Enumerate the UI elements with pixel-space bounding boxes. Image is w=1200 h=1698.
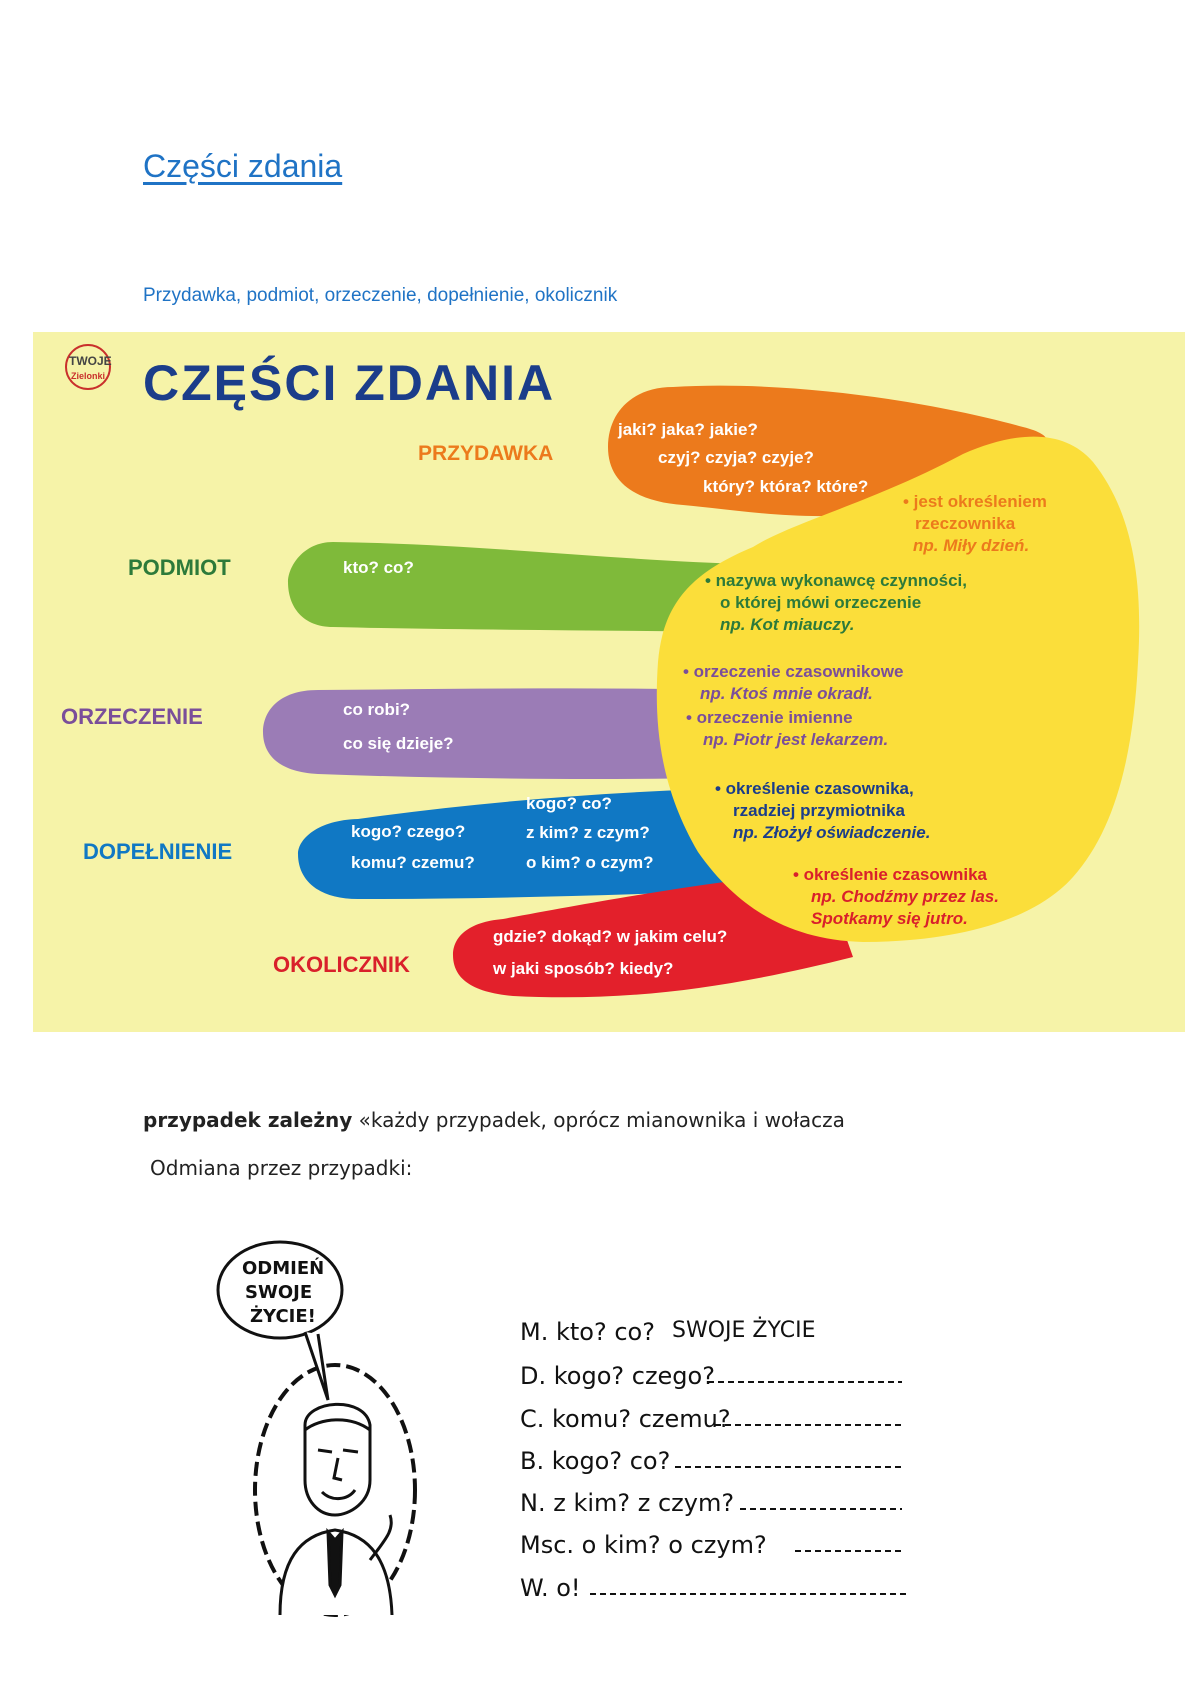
- okolicznik-example-1: np. Chodźmy przez las.: [811, 887, 999, 906]
- page-subtitle: Przydawka, podmiot, orzeczenie, dopełnienie, okolicznik: [143, 285, 618, 306]
- orzeczenie-question-1: co robi?: [343, 700, 411, 719]
- case-answer: SWOJE ŻYCIE: [672, 1318, 816, 1343]
- case-line: N. z kim? z czym?: [520, 1489, 735, 1517]
- dopelnienie-question-3: kogo? co?: [526, 794, 612, 813]
- dopelnienie-question-5: o kim? o czym?: [526, 853, 654, 872]
- okolicznik-example-2: Spotkamy się jutro.: [811, 909, 968, 928]
- logo-bottom-text: Zielonki: [71, 371, 106, 381]
- bubble-text-2: SWOJE: [245, 1282, 313, 1303]
- case-definition: [143, 1108, 845, 1132]
- podmiot-question-1: kto? co?: [343, 558, 414, 577]
- case-term: przypadek zależny: [143, 1108, 353, 1132]
- sentence-parts-poster: [33, 332, 1185, 1032]
- case-line: B. kogo? co?: [520, 1447, 671, 1475]
- case-line: C. komu? czemu?: [520, 1405, 731, 1433]
- przydawka-question-3: który? która? które?: [703, 477, 869, 496]
- case-line: Msc. o kim? o czym?: [520, 1531, 767, 1559]
- dopelnienie-question-1: kogo? czego?: [351, 822, 466, 841]
- przydawka-desc-2: rzeczownika: [915, 514, 1016, 533]
- podmiot-desc-1: • nazywa wykonawcę czynności,: [705, 571, 967, 590]
- okolicznik-question-1: gdzie? dokąd? w jakim celu?: [493, 927, 728, 946]
- logo-top-text: TWOJE: [69, 354, 112, 368]
- orzeczenie-desc-2: • orzeczenie imienne: [686, 708, 853, 727]
- case-row: [520, 1362, 902, 1390]
- podmiot-label: PODMIOT: [128, 555, 231, 580]
- declension-cartoon: [210, 1240, 930, 1620]
- bubble-text-1: ODMIEŃ: [242, 1258, 325, 1279]
- przydawka-label: PRZYDAWKA: [418, 442, 554, 465]
- podmiot-desc-2: o której mówi orzeczenie: [720, 593, 922, 612]
- case-row: [520, 1574, 910, 1602]
- declension-intro: Odmiana przez przypadki:: [150, 1156, 413, 1180]
- case-line: D. kogo? czego?: [520, 1362, 715, 1390]
- dopelnienie-question-4: z kim? z czym?: [526, 823, 650, 842]
- case-row: [520, 1531, 902, 1559]
- okolicznik-label: OKOLICZNIK: [273, 952, 410, 977]
- case-row: [520, 1317, 815, 1346]
- dopelnienie-example: np. Złożył oświadczenie.: [733, 823, 931, 842]
- orzeczenie-question-2: co się dzieje?: [343, 734, 454, 753]
- dopelnienie-desc-2: rzadziej przymiotnika: [733, 801, 905, 820]
- orzeczenie-label: ORZECZENIE: [61, 704, 203, 729]
- okolicznik-desc-1: • określenie czasownika: [793, 865, 987, 884]
- case-row: [520, 1405, 902, 1433]
- orzeczenie-desc-1: • orzeczenie czasownikowe: [683, 662, 904, 681]
- przydawka-question-2: czyj? czyja? czyje?: [658, 448, 814, 467]
- dopelnienie-desc-1: • określenie czasownika,: [715, 779, 914, 798]
- case-line: W. o!: [520, 1574, 581, 1602]
- poster-heading: CZĘŚCI ZDANIA: [143, 355, 556, 411]
- page-title: Części zdania: [143, 148, 343, 184]
- okolicznik-question-2: w jaki sposób? kiedy?: [493, 959, 674, 978]
- case-row: [520, 1489, 902, 1517]
- podmiot-example: np. Kot miauczy.: [720, 615, 855, 634]
- case-list: [520, 1317, 910, 1602]
- przydawka-example: np. Miły dzień.: [913, 536, 1030, 555]
- orzeczenie-example-1: np. Ktoś mnie okradł.: [700, 684, 873, 703]
- dopelnienie-question-2: komu? czemu?: [351, 853, 475, 872]
- case-row: [520, 1447, 902, 1475]
- case-line: M. kto? co?: [520, 1318, 655, 1346]
- orzeczenie-example-2: np. Piotr jest lekarzem.: [703, 730, 889, 749]
- przydawka-question-1: jaki? jaka? jakie?: [618, 420, 758, 439]
- orzeczenie-finger: [263, 688, 723, 779]
- case-definition-text: «każdy przypadek, oprócz mianownika i wołacza: [352, 1108, 845, 1132]
- dopelnienie-label: DOPEŁNIENIE: [83, 839, 233, 864]
- przydawka-desc-1: • jest określeniem: [903, 492, 1047, 511]
- bubble-text-3: ŻYCIE!: [250, 1306, 316, 1327]
